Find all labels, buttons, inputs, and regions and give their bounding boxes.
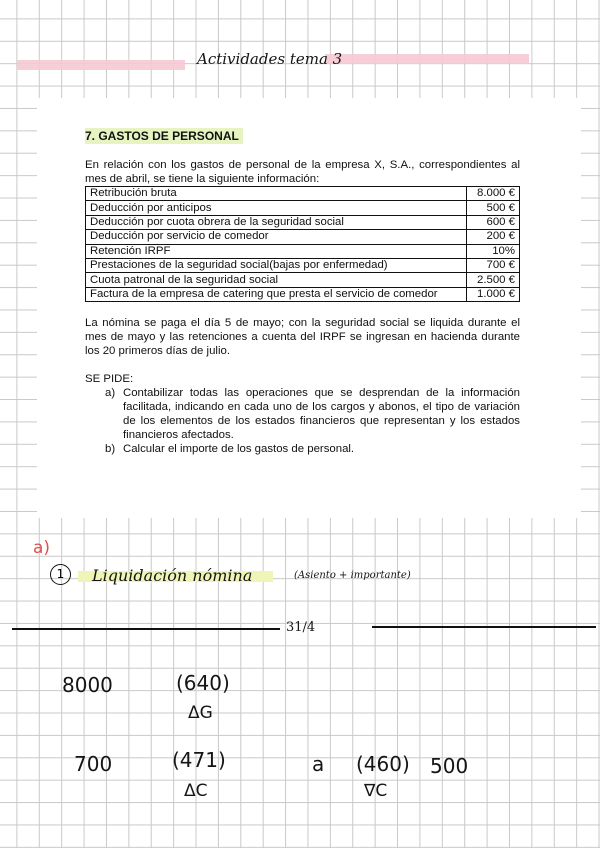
page-title: Actividades tema 3 — [197, 50, 343, 68]
entry1-account: (640) — [176, 671, 230, 695]
entry2-credit-variation: ∇C — [364, 781, 388, 801]
table-row — [86, 287, 520, 301]
exercise-title: 7. GASTOS DE PERSONAL — [85, 128, 243, 144]
payment-paragraph: La nómina se paga el día 5 de mayo; con la seguridad social se liquida durante el mes de mayo y las retenciones a cuenta del IRPF se ingresan en hacienda durante los 20 primeros días de julio. — [85, 317, 520, 358]
step-number-badge: 1 — [50, 564, 71, 585]
step-note: (Asiento + importante) — [294, 570, 411, 581]
exercise-sheet — [37, 98, 581, 518]
entry-date: 31/4 — [286, 620, 316, 635]
se-pide-label: SE PIDE: — [85, 373, 134, 386]
table-concept-cell: Deducción por anticipos — [86, 201, 467, 215]
table-concept-cell: Factura de la empresa de catering que presta el servicio de comedor — [86, 287, 467, 301]
table-amount-cell: 10% — [467, 244, 520, 258]
entry2-credit-amount: 500 — [430, 754, 469, 778]
section-letter: a) — [33, 538, 51, 558]
entry2-account: (471) — [172, 748, 226, 772]
date-rule-left — [12, 628, 280, 630]
table-row — [86, 215, 520, 229]
requirement-text: Contabilizar todas las operaciones que se desprendan de la información facilitada, indicando en cada uno de los cargos y abonos, el tipo de variación de los elementos de los estados financieros que representan y los estados financieros afectados. — [123, 387, 520, 442]
table-amount-cell: 2.500 € — [467, 273, 520, 287]
requirement-a — [85, 386, 520, 442]
header-highlight-right — [325, 54, 529, 64]
table-row — [86, 187, 520, 201]
table-concept-cell: Deducción por servicio de comedor — [86, 230, 467, 244]
step-title: Liquidación nómina — [92, 566, 253, 585]
table-row — [86, 244, 520, 258]
entry2-to: a — [312, 752, 325, 776]
table-amount-cell: 700 € — [467, 258, 520, 272]
table-row — [86, 201, 520, 215]
table-concept-cell: Retención IRPF — [86, 244, 467, 258]
table-row — [86, 258, 520, 272]
table-amount-cell: 1.000 € — [467, 287, 520, 301]
data-table — [85, 186, 520, 302]
table-amount-cell: 600 € — [467, 215, 520, 229]
table-concept-cell: Cuota patronal de la seguridad social — [86, 273, 467, 287]
table-amount-cell: 8.000 € — [467, 187, 520, 201]
entry1-amount: 8000 — [62, 673, 113, 697]
entry2-credit-account: (460) — [356, 752, 410, 776]
requirement-b — [85, 442, 520, 456]
requirement-letter: b) — [105, 443, 116, 456]
table-row — [86, 230, 520, 244]
entry2-amount: 700 — [74, 752, 113, 776]
table-concept-cell: Retribución bruta — [86, 187, 467, 201]
exercise-intro: En relación con los gastos de personal de la empresa X, S.A., correspondientes al mes de abril, se tiene la siguiente información: — [85, 159, 520, 185]
entry1-variation: ΔG — [188, 703, 213, 723]
date-rule-right — [372, 626, 596, 628]
table-concept-cell: Deducción por cuota obrera de la seguridad social — [86, 215, 467, 229]
table-amount-cell: 200 € — [467, 230, 520, 244]
table-row — [86, 273, 520, 287]
entry2-variation: ΔC — [184, 781, 208, 801]
requirement-text: Calcular el importe de los gastos de personal. — [123, 443, 355, 456]
header-highlight-left — [17, 60, 185, 70]
table-amount-cell: 500 € — [467, 201, 520, 215]
requirement-letter: a) — [105, 387, 116, 400]
exercise-document — [85, 128, 520, 456]
table-concept-cell: Prestaciones de la seguridad social(bajas por enfermedad) — [86, 258, 467, 272]
